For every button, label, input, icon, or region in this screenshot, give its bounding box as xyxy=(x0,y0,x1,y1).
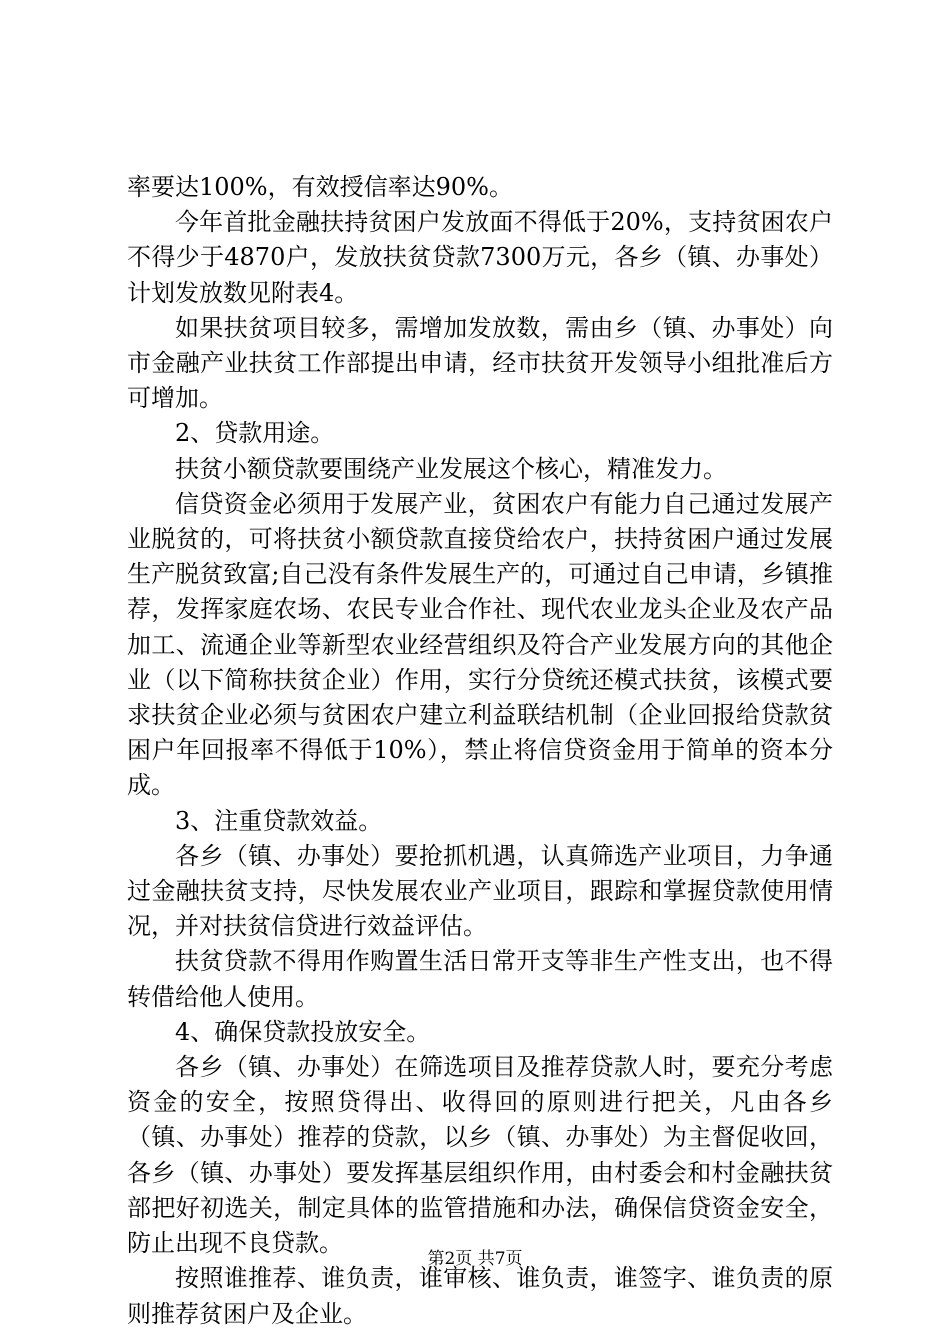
section-heading: 4、确保贷款投放安全。 xyxy=(175,1017,431,1046)
section-heading: 3、注重贷款效益。 xyxy=(175,806,383,835)
paragraph: 扶贫贷款不得用作购置生活日常开支等非生产性支出，也不得转借给他人使用。 xyxy=(127,947,833,1011)
document-body xyxy=(127,170,833,1332)
section-heading: 2、贷款用途。 xyxy=(175,419,335,448)
paragraph: 率要达100%，有效授信率达90%。 xyxy=(127,173,513,201)
paragraph: 信贷资金必须用于发展产业，贫困农户有能力自己通过发展产业脱贫的，可将扶贫小额贷款直接贷给农户，扶持贫困户通过发展生产脱贫致富;自己没有条件发展生产的，可通过自己申请，乡镇推荐，发挥家庭农场、农民专业合作社、现代农业龙头企业及农产品加工、流通企业等新型农业经营组织及符合产业发展方向的其他企业（以下简称扶贫企业）作用，实行分贷统还模式扶贫，该模式要求扶贫企业必须与贫困农户建立利益联结机制（企业回报给贷款贫困户年回报率不得低于10%），禁止将信贷资金用于简单的资本分成。 xyxy=(127,489,833,800)
page-number-footer: 第2页 共7页 xyxy=(427,1249,523,1269)
paragraph: 如果扶贫项目较多，需增加发放数，需由乡（镇、办事处）向市金融产业扶贫工作部提出申请，经市扶贫开发领导小组批准后方可增加。 xyxy=(127,313,833,413)
paragraph: 各乡（镇、办事处）在筛选项目及推荐贷款人时，要充分考虑资金的安全，按照贷得出、收得回的原则进行把关，凡由各乡（镇、办事处）推荐的贷款，以乡（镇、办事处）为主督促收回，各乡（镇、办事处）要发挥基层组织作用，由村委会和村金融扶贫部把好初选关，制定具体的监管措施和办法，确保信贷资金安全，防止出现不良贷款。 xyxy=(127,1053,833,1258)
paragraph: 今年首批金融扶持贫困户发放面不得低于20%，支持贫困农户不得少于4870户，发放扶贫贷款7300万元，各乡（镇、办事处）计划发放数见附表4。 xyxy=(127,208,833,307)
paragraph: 按照谁推荐、谁负责，谁审核、谁负责，谁签字、谁负责的原则推荐贫困户及企业。 xyxy=(127,1264,833,1328)
paragraph: 扶贫小额贷款要围绕产业发展这个核心，精准发力。 xyxy=(175,454,727,483)
paragraph: 各乡（镇、办事处）要抢抓机遇，认真筛选产业项目，力争通过金融扶贫支持，尽快发展农业产业项目，跟踪和掌握贷款使用情况，并对扶贫信贷进行效益评估。 xyxy=(127,841,833,941)
